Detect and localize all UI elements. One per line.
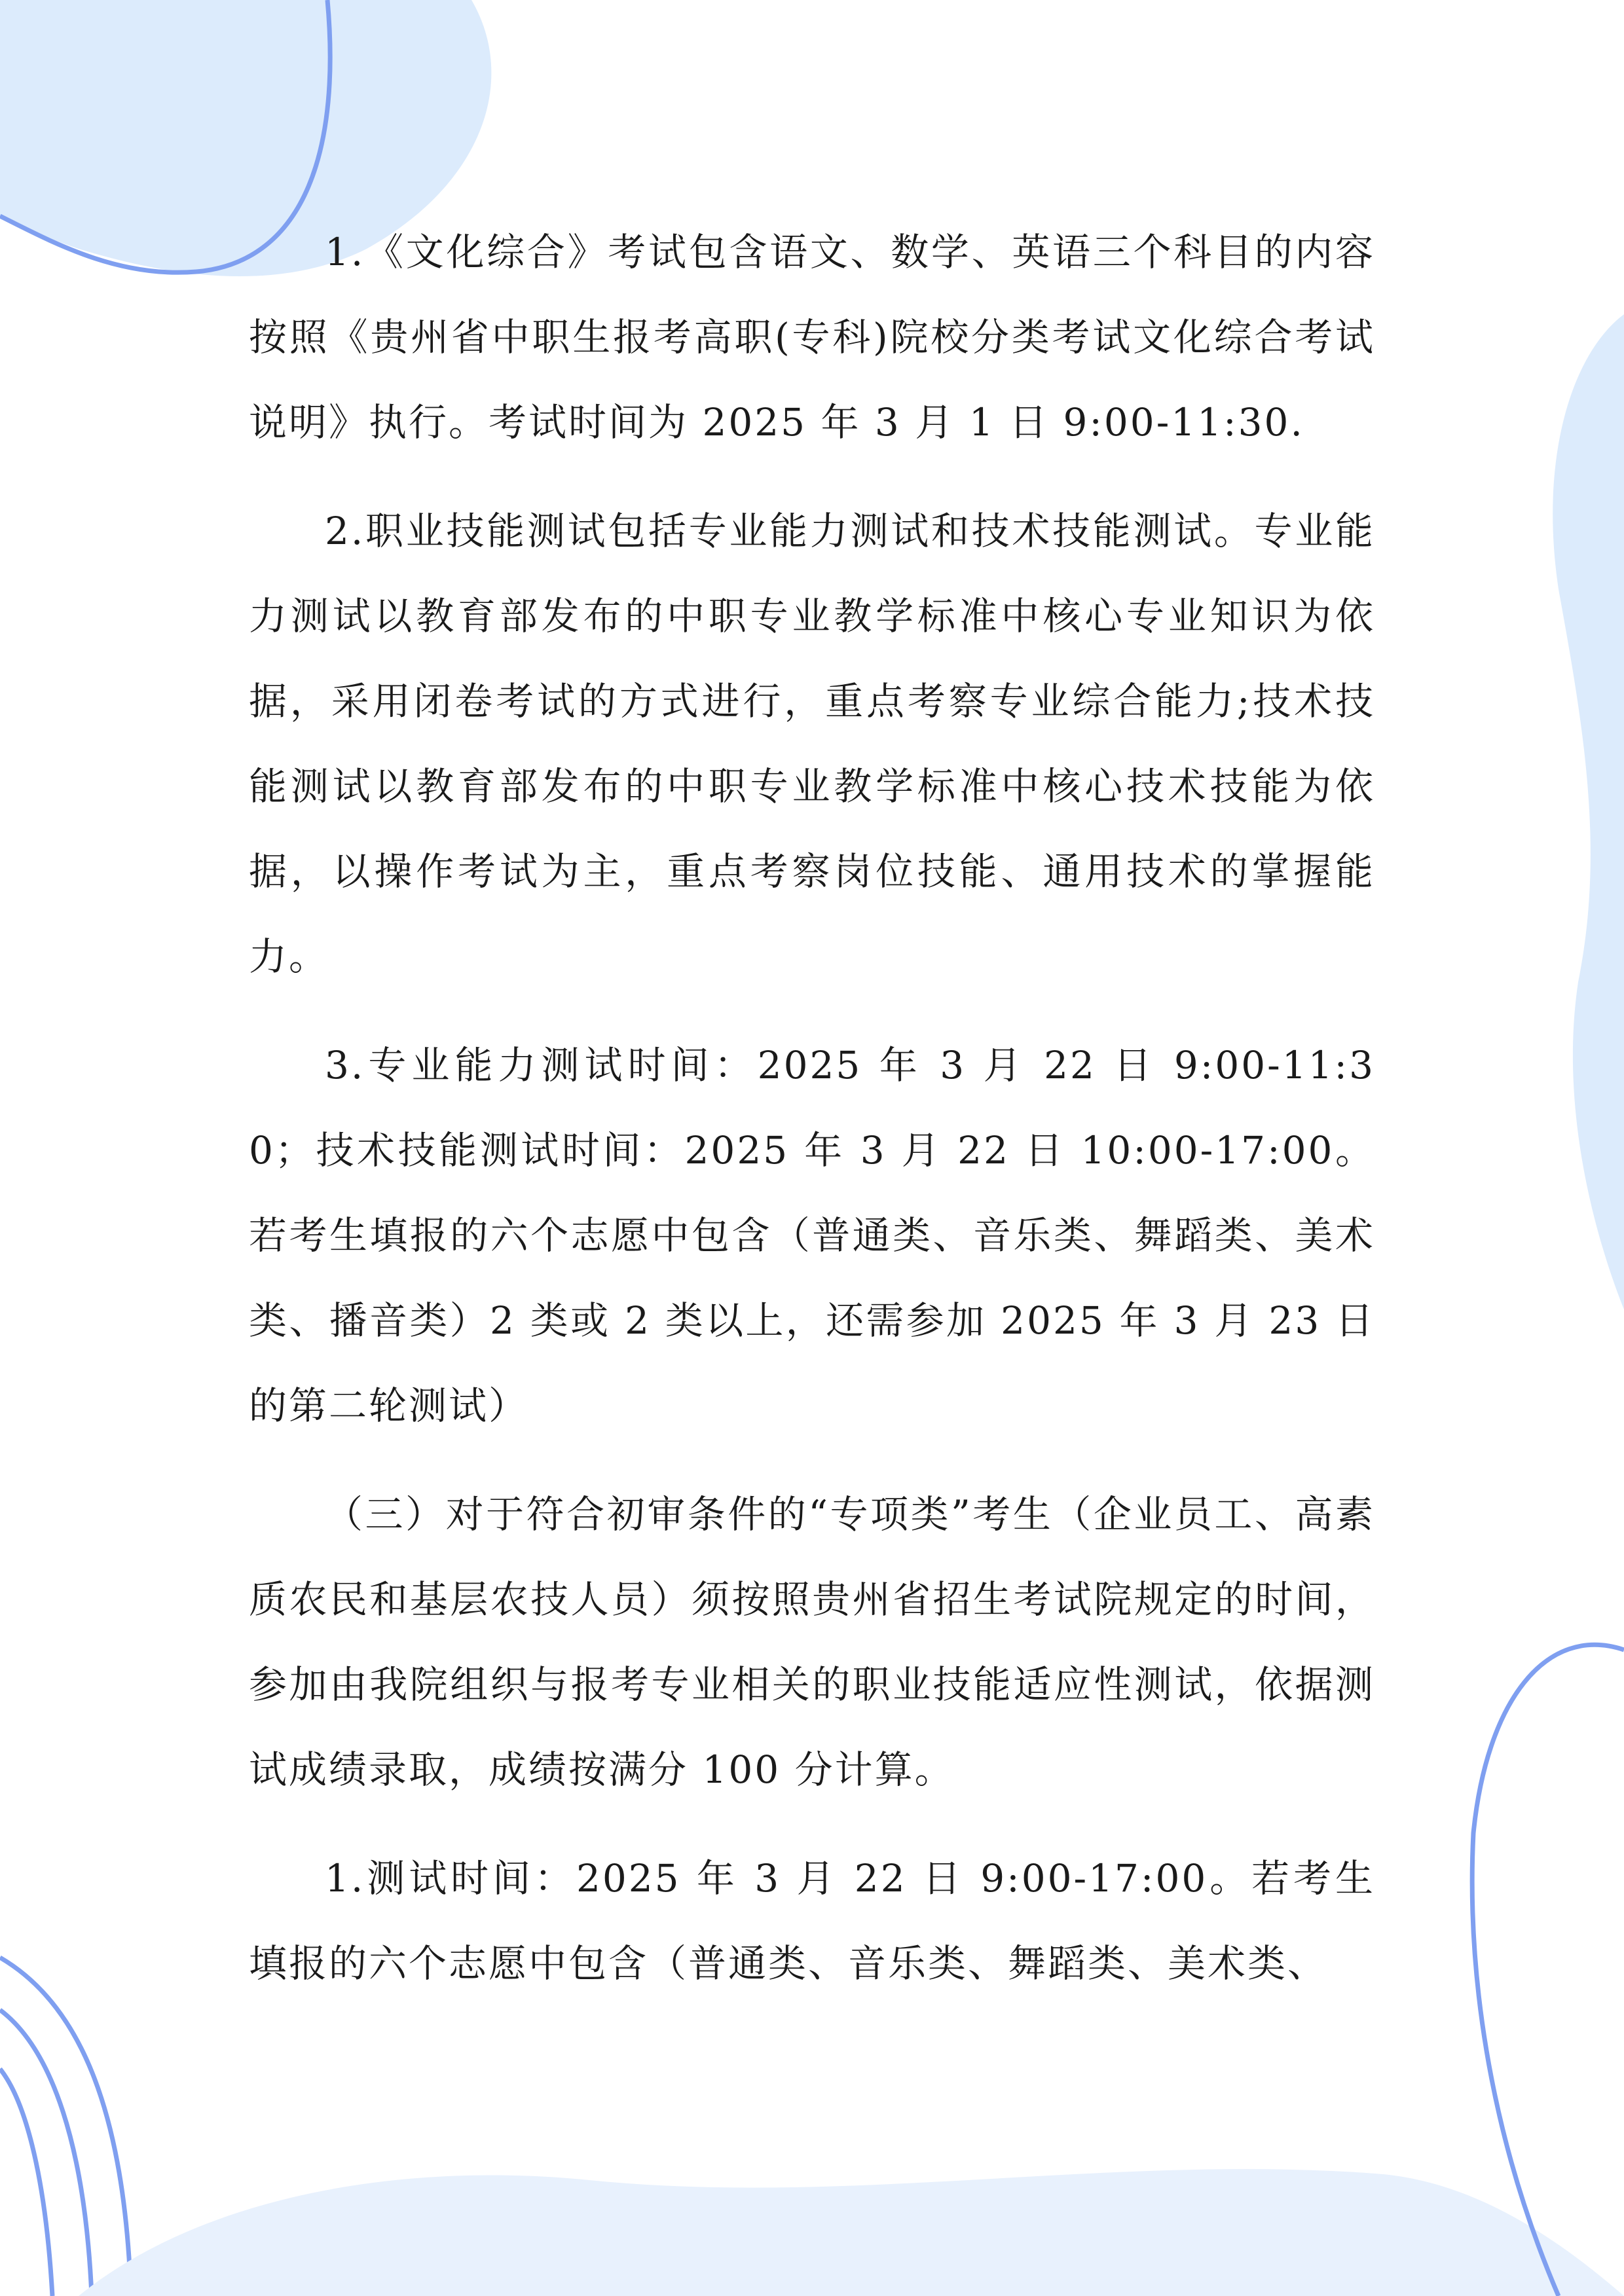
right-wave-blob-shape (1553, 314, 1624, 1309)
paragraph-test-schedule: 3.专业能力测试时间：2025 年 3 月 22 日 9:00-11:30；技术技能测试时间：2025 年 3 月 22 日 10:00-17:00。若考生填报的六个志愿中包含（普通类、音乐类、舞蹈类、美术类、播音类）2 类或 2 类以上，还需参加 2025 年 3 月 23 日的第二轮测试） (249, 1043, 1375, 1428)
bottom-left-curve-line-3 (0, 2069, 52, 2296)
paragraph-skill-test: 2.职业技能测试包括专业能力测试和技术技能测试。专业能力测试以教育部发布的中职专业教学标准中核心专业知识为依据，采用闭卷考试的方式进行，重点考察专业综合能力;技术技能测试以教育部发布的中职专业教学标准中核心技术技能为依据，以操作考试为主，重点考察岗位技能、通用技术的掌握能力。 (249, 509, 1375, 979)
paragraph-special-category: （三）对于符合初审条件的“专项类”考生（企业员工、高素质农民和基层农技人员）须按照贵州省招生考试院规定的时间，参加由我院组织与报考专业相关的职业技能适应性测试，依据测试成绩录取，成绩按满分 100 分计算。 (249, 1492, 1375, 1792)
paragraph-culture-exam: 1.《文化综合》考试包含语文、数学、英语三个科目的内容按照《贵州省中职生报考高职(专科)院校分类考试文化综合考试说明》执行。考试时间为 2025 年 3 月 1 日 9:00-11:30. (249, 230, 1375, 445)
bottom-left-curve-line-2 (0, 2010, 92, 2296)
document-body (249, 210, 1375, 2030)
bottom-right-curve-line (1472, 1645, 1624, 2296)
paragraph-test-time: 1.测试时间：2025 年 3 月 22 日 9:00-17:00。若考生填报的六个志愿中包含（普通类、音乐类、舞蹈类、美术类、 (249, 1856, 1375, 1986)
bottom-blob-shape (79, 2169, 1624, 2296)
